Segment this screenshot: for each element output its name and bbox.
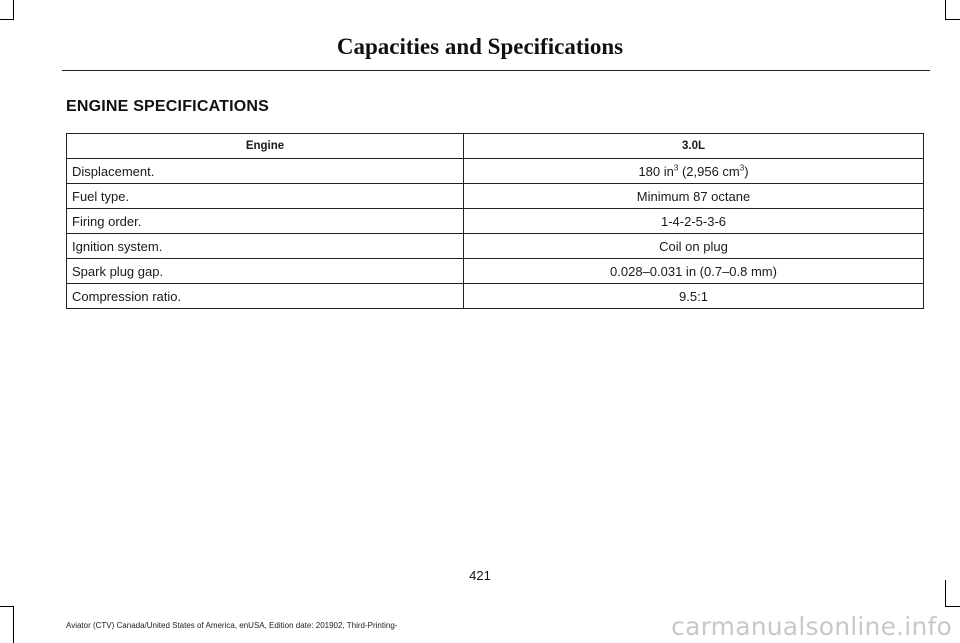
page-title: Capacities and Specifications bbox=[336, 34, 624, 59]
row-value: 180 $in^3$ (2,956 $cm^3$) bbox=[464, 159, 924, 184]
table-row bbox=[67, 259, 924, 284]
crop-mark-bottom-left-v bbox=[13, 606, 14, 643]
row-label: Compression ratio. bbox=[67, 284, 464, 309]
table-row bbox=[67, 184, 924, 209]
crop-mark-bottom-right-h bbox=[945, 606, 960, 607]
row-value: Minimum 87 octane bbox=[464, 184, 924, 209]
table-row bbox=[67, 234, 924, 259]
crop-mark-top-left-v bbox=[13, 0, 14, 20]
watermark-link[interactable]: carmanualsonline.info bbox=[671, 612, 952, 641]
row-label: Displacement. bbox=[67, 159, 464, 184]
column-header-3-0l: 3.0L bbox=[464, 134, 924, 159]
row-label: Firing order. bbox=[67, 209, 464, 234]
crop-mark-top-left-h bbox=[0, 19, 14, 20]
row-label: Fuel type. bbox=[67, 184, 464, 209]
table-header-row bbox=[67, 134, 924, 159]
crop-mark-top-right-v bbox=[945, 0, 946, 20]
crop-mark-top-right-h bbox=[945, 19, 960, 20]
column-header-engine: Engine bbox=[67, 134, 464, 159]
crop-mark-bottom-left-h bbox=[0, 606, 14, 607]
table-row bbox=[67, 209, 924, 234]
page-number: 421 bbox=[469, 568, 491, 583]
row-value: Coil on plug bbox=[464, 234, 924, 259]
row-label: Spark plug gap. bbox=[67, 259, 464, 284]
row-value: 1-4-2-5-3-6 bbox=[464, 209, 924, 234]
engine-spec-table bbox=[66, 133, 924, 309]
header-divider bbox=[62, 70, 930, 71]
footer-edition-text: Aviator (CTV) Canada/United States of America, enUSA, Edition date: 201902, Third-Printing- bbox=[66, 621, 398, 630]
row-value: 0.028–0.031 in (0.7–0.8 mm) bbox=[464, 259, 924, 284]
table-row bbox=[67, 159, 924, 184]
row-value: 9.5:1 bbox=[464, 284, 924, 309]
section-heading: ENGINE SPECIFICATIONS bbox=[66, 98, 270, 115]
row-label: Ignition system. bbox=[67, 234, 464, 259]
table-row bbox=[67, 284, 924, 309]
crop-mark-bottom-right-v bbox=[945, 580, 946, 606]
